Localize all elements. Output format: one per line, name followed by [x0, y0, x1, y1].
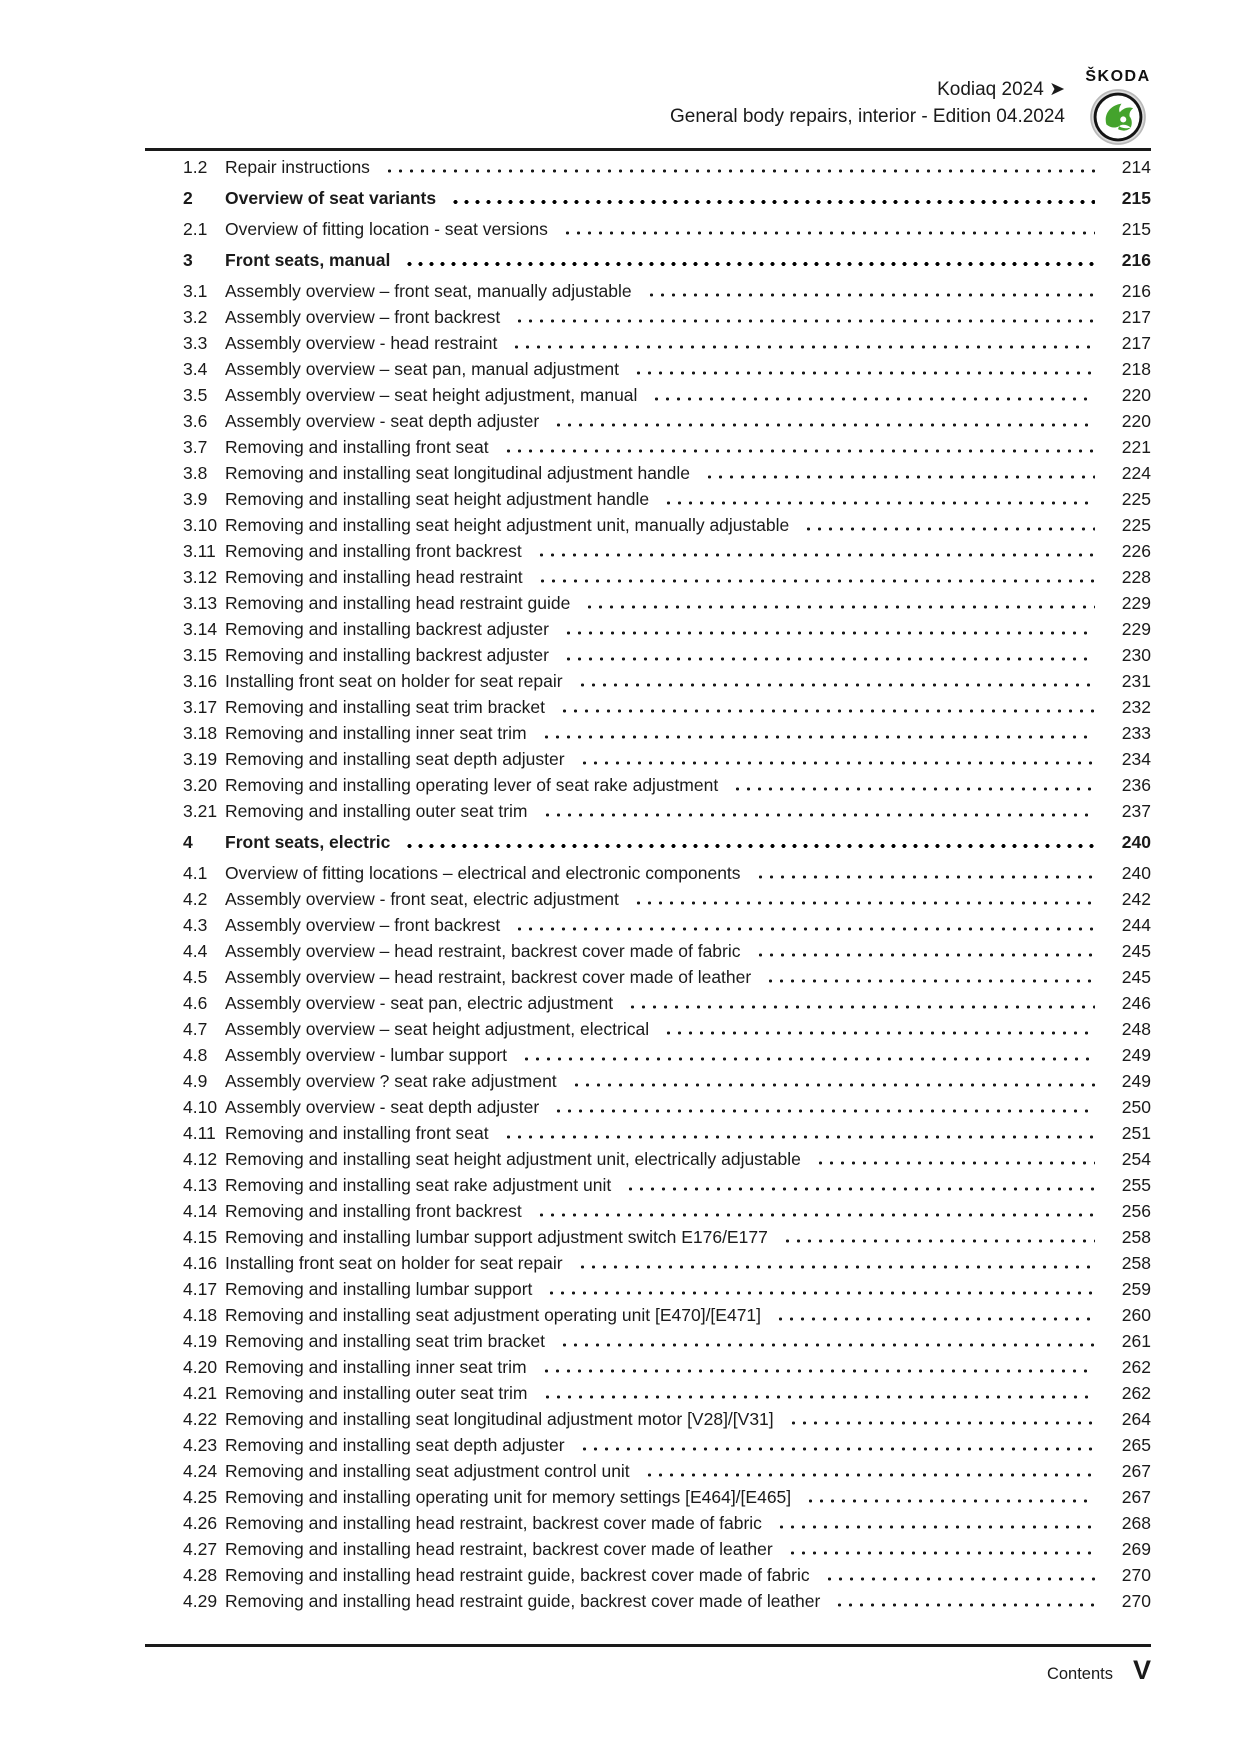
- entry-page-number: 215: [1121, 188, 1151, 208]
- toc-row: [145, 915, 1151, 941]
- toc-row: [145, 1383, 1151, 1409]
- toc-row: [145, 333, 1151, 359]
- dot-leader: [534, 1213, 1095, 1217]
- entry-page-number: 240: [1121, 863, 1151, 883]
- dot-leader: [519, 1057, 1095, 1061]
- skoda-wordmark: ŠKODA: [1085, 68, 1151, 85]
- entry-title: Assembly overview – seat pan, manual adjustment: [225, 359, 619, 379]
- entry-title: Assembly overview - lumbar support: [225, 1045, 508, 1065]
- dot-leader: [561, 657, 1095, 661]
- entry-page-number: 224: [1121, 463, 1151, 483]
- dot-leader: [512, 319, 1095, 323]
- dot-leader: [509, 345, 1095, 349]
- entry-number: 3.14: [183, 619, 218, 639]
- toc-row: [145, 775, 1151, 801]
- toc-row: [145, 1175, 1151, 1201]
- dot-leader: [382, 169, 1095, 173]
- toc-row: [145, 993, 1151, 1019]
- toc-row: [145, 1435, 1151, 1461]
- entry-page-number: 270: [1121, 1591, 1151, 1611]
- dot-leader: [535, 579, 1095, 583]
- entry-number: 4.23: [183, 1435, 218, 1455]
- entry-page-number: 234: [1121, 749, 1151, 769]
- entry-page-number: 265: [1121, 1435, 1151, 1455]
- toc-row: [145, 1045, 1151, 1071]
- entry-number: 3.1: [183, 281, 208, 301]
- entry-title: Removing and installing front backrest: [225, 1201, 522, 1221]
- dot-leader: [577, 1447, 1095, 1451]
- entry-number: 3.12: [183, 567, 218, 587]
- entry-page-number: 246: [1121, 993, 1151, 1013]
- entry-number: 2.1: [183, 219, 208, 239]
- entry-number: 3.15: [183, 645, 218, 665]
- entry-title: Removing and installing seat height adjustment handle: [225, 489, 650, 509]
- entry-page-number: 248: [1121, 1019, 1151, 1039]
- toc-row: [145, 437, 1151, 463]
- toc-row: [145, 1331, 1151, 1357]
- toc-row: [145, 1305, 1151, 1331]
- entry-title: Removing and installing seat trim bracket: [225, 1331, 546, 1351]
- entry-title: Assembly overview - front seat, electric adjustment: [225, 889, 619, 909]
- dot-leader: [786, 1421, 1095, 1425]
- dot-leader: [575, 683, 1095, 687]
- entry-page-number: 214: [1121, 157, 1151, 177]
- entry-title: Removing and installing head restraint, backrest cover made of leather: [225, 1539, 773, 1559]
- toc-row: [145, 1227, 1151, 1253]
- entry-number: 4.4: [183, 941, 208, 961]
- entry-number: 4.6: [183, 993, 208, 1013]
- dot-leader: [644, 293, 1095, 297]
- entry-page-number: 267: [1121, 1461, 1151, 1481]
- entry-title: Assembly overview ? seat rake adjustment: [225, 1071, 557, 1091]
- entry-number: 4.11: [183, 1123, 216, 1143]
- entry-page-number: 249: [1121, 1071, 1151, 1091]
- dot-leader: [702, 475, 1095, 479]
- footer-label: Contents: [1046, 1665, 1113, 1683]
- toc-row: [145, 385, 1151, 411]
- entry-page-number: 261: [1121, 1331, 1151, 1351]
- dot-leader: [642, 1473, 1095, 1477]
- entry-number: 4.10: [183, 1097, 218, 1117]
- entry-page-number: 260: [1121, 1305, 1151, 1325]
- entry-number: 3.4: [183, 359, 208, 379]
- entry-page-number: 259: [1121, 1279, 1151, 1299]
- toc-row: [145, 567, 1151, 593]
- toc-row: [145, 1097, 1151, 1123]
- entry-number: 4.5: [183, 967, 208, 987]
- toc-row: [145, 941, 1151, 967]
- dot-leader: [774, 1525, 1095, 1529]
- entry-page-number: 254: [1121, 1149, 1151, 1169]
- dot-leader: [780, 1239, 1095, 1243]
- entry-title: Removing and installing front seat: [225, 437, 489, 457]
- toc-row: [145, 645, 1151, 671]
- dot-leader: [501, 1135, 1095, 1139]
- dot-leader: [539, 1369, 1095, 1373]
- toc-row: [145, 1279, 1151, 1305]
- entry-number: 4.13: [183, 1175, 218, 1195]
- entry-title: Removing and installing head restraint: [225, 567, 523, 587]
- toc-row: [145, 411, 1151, 437]
- entry-page-number: 255: [1121, 1175, 1151, 1195]
- entry-number: 4.14: [183, 1201, 218, 1221]
- dot-leader: [801, 527, 1095, 531]
- entry-number: 3.21: [183, 801, 218, 821]
- dot-leader: [623, 1187, 1095, 1191]
- entry-number: 3.6: [183, 411, 208, 431]
- toc-row: [145, 463, 1151, 489]
- entry-page-number: 221: [1121, 437, 1151, 457]
- toc-row: [145, 219, 1151, 245]
- entry-title: Assembly overview - seat pan, electric adjustment: [225, 993, 614, 1013]
- entry-page-number: 262: [1121, 1383, 1151, 1403]
- dot-leader: [785, 1551, 1095, 1555]
- entry-page-number: 233: [1121, 723, 1151, 743]
- entry-page-number: 215: [1121, 219, 1151, 239]
- entry-page-number: 217: [1121, 333, 1151, 353]
- entry-title: Removing and installing outer seat trim: [225, 801, 528, 821]
- entry-page-number: 225: [1121, 489, 1151, 509]
- toc-row: [145, 541, 1151, 567]
- entry-number: 4.19: [183, 1331, 218, 1351]
- entry-title: Assembly overview – head restraint, backrest cover made of leather: [225, 967, 752, 987]
- entry-page-number: 220: [1121, 411, 1151, 431]
- toc-row: [145, 723, 1151, 749]
- entry-title: Front seats, manual: [225, 250, 391, 270]
- entry-page-number: 264: [1121, 1409, 1151, 1429]
- entry-page-number: 258: [1121, 1253, 1151, 1273]
- entry-title: Removing and installing seat longitudinal adjustment handle: [225, 463, 691, 483]
- dot-leader: [625, 1005, 1095, 1009]
- entry-title: Removing and installing head restraint guide, backrest cover made of fabric: [225, 1565, 810, 1585]
- entry-page-number: 242: [1121, 889, 1151, 909]
- entry-page-number: 217: [1121, 307, 1151, 327]
- toc-row: [145, 1565, 1151, 1591]
- entry-title: Removing and installing head restraint guide: [225, 593, 571, 613]
- toc-row: [145, 1201, 1151, 1227]
- entry-title: Removing and installing seat depth adjuster: [225, 749, 565, 769]
- dot-leader: [822, 1577, 1095, 1581]
- entry-page-number: 267: [1121, 1487, 1151, 1507]
- toc-row: [145, 157, 1151, 183]
- entry-number: 4.26: [183, 1513, 218, 1533]
- dot-leader: [661, 501, 1095, 505]
- entry-title: Removing and installing lumbar support: [225, 1279, 533, 1299]
- entry-page-number: 258: [1121, 1227, 1151, 1247]
- entry-title: Overview of fitting locations – electrical and electronic components: [225, 863, 741, 883]
- entry-title: Removing and installing inner seat trim: [225, 1357, 527, 1377]
- entry-number: 2: [183, 188, 193, 208]
- dot-leader: [730, 787, 1095, 791]
- dot-leader: [753, 953, 1096, 957]
- entry-page-number: 251: [1121, 1123, 1151, 1143]
- toc-row: [145, 697, 1151, 723]
- entry-number: 4.20: [183, 1357, 218, 1377]
- dot-leader: [753, 875, 1095, 879]
- entry-title: Front seats, electric: [225, 832, 391, 852]
- entry-title: Removing and installing backrest adjuster: [225, 645, 549, 665]
- entry-number: 3.9: [183, 489, 208, 509]
- entry-number: 1.2: [183, 157, 208, 177]
- skoda-logo-icon: [1089, 88, 1147, 146]
- dot-leader: [402, 262, 1095, 266]
- table-of-contents: [145, 157, 1151, 1617]
- entry-page-number: 262: [1121, 1357, 1151, 1377]
- entry-title: Removing and installing seat adjustment operating unit [E470]/[E471]: [225, 1305, 762, 1325]
- entry-number: 4.7: [183, 1019, 208, 1039]
- toc-row: [145, 1487, 1151, 1513]
- entry-number: 4.21: [183, 1383, 218, 1403]
- toc-row: [145, 1591, 1151, 1617]
- dot-leader: [512, 927, 1095, 931]
- entry-number: 4.9: [183, 1071, 208, 1091]
- toc-row: [145, 188, 1151, 214]
- toc-row: [145, 1461, 1151, 1487]
- dot-leader: [540, 1395, 1095, 1399]
- entry-number: 3.7: [183, 437, 208, 457]
- toc-row: [145, 1357, 1151, 1383]
- entry-number: 3.18: [183, 723, 218, 743]
- entry-title: Removing and installing lumbar support adjustment switch E176/E177: [225, 1227, 768, 1247]
- entry-title: Installing front seat on holder for seat repair: [225, 671, 563, 691]
- entry-page-number: 230: [1121, 645, 1151, 665]
- entry-number: 3.2: [183, 307, 208, 327]
- entry-page-number: 236: [1121, 775, 1151, 795]
- dot-leader: [661, 1031, 1095, 1035]
- entry-title: Installing front seat on holder for seat repair: [225, 1253, 563, 1273]
- entry-number: 4.18: [183, 1305, 218, 1325]
- entry-title: Assembly overview – head restraint, backrest cover made of fabric: [225, 941, 741, 961]
- entry-number: 4.8: [183, 1045, 208, 1065]
- entry-number: 4.1: [183, 863, 208, 883]
- dot-leader: [544, 1291, 1095, 1295]
- toc-row: [145, 801, 1151, 827]
- entry-number: 4.12: [183, 1149, 218, 1169]
- entry-title: Removing and installing backrest adjuster: [225, 619, 549, 639]
- entry-title: Removing and installing seat rake adjustment unit: [225, 1175, 612, 1195]
- entry-page-number: 225: [1121, 515, 1151, 535]
- entry-number: 3: [183, 250, 193, 270]
- entry-title: Assembly overview – seat height adjustment, manual: [225, 385, 638, 405]
- entry-page-number: 232: [1121, 697, 1151, 717]
- entry-title: Removing and installing seat depth adjuster: [225, 1435, 565, 1455]
- dot-leader: [402, 844, 1095, 848]
- entry-number: 4.15: [183, 1227, 218, 1247]
- entry-number: 4.25: [183, 1487, 218, 1507]
- entry-number: 3.5: [183, 385, 208, 405]
- entry-page-number: 250: [1121, 1097, 1151, 1117]
- entry-title: Removing and installing head restraint guide, backrest cover made of leather: [225, 1591, 821, 1611]
- entry-number: 3.19: [183, 749, 218, 769]
- brand-block: [1084, 68, 1152, 151]
- toc-row: [145, 1539, 1151, 1565]
- footer-rule: [145, 1644, 1151, 1647]
- entry-title: Removing and installing front backrest: [225, 541, 522, 561]
- dot-leader: [577, 761, 1095, 765]
- entry-page-number: 256: [1121, 1201, 1151, 1221]
- entry-number: 3.8: [183, 463, 208, 483]
- entry-title: Removing and installing seat height adjustment unit, manually adjustable: [225, 515, 790, 535]
- entry-page-number: 245: [1121, 941, 1151, 961]
- dot-leader: [763, 979, 1095, 983]
- entry-page-number: 216: [1121, 281, 1151, 301]
- entry-number: 3.3: [183, 333, 208, 353]
- dot-leader: [551, 1109, 1095, 1113]
- page-footer: [1047, 1655, 1151, 1686]
- dot-leader: [813, 1161, 1095, 1165]
- entry-number: 4.29: [183, 1591, 218, 1611]
- entry-number: 3.17: [183, 697, 218, 717]
- toc-row: [145, 1019, 1151, 1045]
- entry-title: Removing and installing seat longitudinal adjustment motor [V28]/[V31]: [225, 1409, 774, 1429]
- footer-page-number: V: [1132, 1655, 1151, 1685]
- entry-number: 3.16: [183, 671, 218, 691]
- dot-leader: [561, 631, 1095, 635]
- dot-leader: [560, 231, 1095, 235]
- entry-number: 4.28: [183, 1565, 218, 1585]
- entry-page-number: 249: [1121, 1045, 1151, 1065]
- dot-leader: [540, 813, 1095, 817]
- entry-number: 3.20: [183, 775, 218, 795]
- dot-leader: [534, 553, 1095, 557]
- entry-page-number: 218: [1121, 359, 1151, 379]
- dot-leader: [501, 449, 1095, 453]
- entry-page-number: 229: [1121, 619, 1151, 639]
- entry-title: Removing and installing front seat: [225, 1123, 489, 1143]
- entry-title: Removing and installing operating unit for memory settings [E464]/[E465]: [225, 1487, 792, 1507]
- entry-page-number: 220: [1121, 385, 1151, 405]
- entry-title: Assembly overview – front backrest: [225, 307, 501, 327]
- entry-title: Assembly overview – front seat, manually adjustable: [225, 281, 632, 301]
- entry-page-number: 216: [1121, 250, 1151, 270]
- entry-title: Assembly overview – seat height adjustment, electrical: [225, 1019, 650, 1039]
- toc-row: [145, 515, 1151, 541]
- dot-leader: [539, 735, 1095, 739]
- toc-row: [145, 250, 1151, 276]
- entry-number: 4.16: [183, 1253, 218, 1273]
- dot-leader: [631, 901, 1095, 905]
- dot-leader: [773, 1317, 1095, 1321]
- toc-row: [145, 489, 1151, 515]
- entry-number: 4.2: [183, 889, 208, 909]
- entry-number: 3.10: [183, 515, 218, 535]
- dot-leader: [803, 1499, 1095, 1503]
- dot-leader: [448, 200, 1095, 204]
- entry-page-number: 245: [1121, 967, 1151, 987]
- toc-row: [145, 967, 1151, 993]
- entry-number: 3.13: [183, 593, 218, 613]
- entry-title: Assembly overview - seat depth adjuster: [225, 411, 540, 431]
- entry-page-number: 228: [1121, 567, 1151, 587]
- entry-page-number: 229: [1121, 593, 1151, 613]
- entry-title: Overview of fitting location - seat versions: [225, 219, 548, 239]
- entry-title: Removing and installing seat trim bracket: [225, 697, 546, 717]
- entry-title: Removing and installing seat height adjustment unit, electrically adjustable: [225, 1149, 801, 1169]
- entry-title: Assembly overview – front backrest: [225, 915, 501, 935]
- toc-row: [145, 619, 1151, 645]
- entry-page-number: 269: [1121, 1539, 1151, 1559]
- entry-title: Assembly overview - head restraint: [225, 333, 498, 353]
- entry-number: 4.27: [183, 1539, 218, 1559]
- entry-title: Removing and installing head restraint, backrest cover made of fabric: [225, 1513, 762, 1533]
- header-model-line: Kodiaq 2024 ➤: [937, 79, 1065, 100]
- toc-row: [145, 593, 1151, 619]
- toc-row: [145, 1253, 1151, 1279]
- toc-row: [145, 281, 1151, 307]
- entry-title: Removing and installing inner seat trim: [225, 723, 527, 743]
- entry-title: Overview of seat variants: [225, 188, 437, 208]
- dot-leader: [551, 423, 1095, 427]
- entry-title: Removing and installing outer seat trim: [225, 1383, 528, 1403]
- header-subtitle: General body repairs, interior - Edition 04.2024: [669, 106, 1065, 127]
- dot-leader: [557, 1343, 1095, 1347]
- toc-row: [145, 1409, 1151, 1435]
- toc-row: [145, 889, 1151, 915]
- entry-title: Repair instructions: [225, 157, 370, 177]
- toc-row: [145, 1123, 1151, 1149]
- dot-leader: [575, 1265, 1095, 1269]
- entry-number: 4.17: [183, 1279, 218, 1299]
- toc-row: [145, 307, 1151, 333]
- entry-number: 3.11: [183, 541, 216, 561]
- toc-row: [145, 1513, 1151, 1539]
- entry-page-number: 237: [1121, 801, 1151, 821]
- entry-title: Removing and installing seat adjustment control unit: [225, 1461, 630, 1481]
- entry-title: Removing and installing operating lever of seat rake adjustment: [225, 775, 719, 795]
- entry-number: 4.22: [183, 1409, 218, 1429]
- entry-number: 4.3: [183, 915, 208, 935]
- entry-title: Assembly overview - seat depth adjuster: [225, 1097, 540, 1117]
- toc-row: [145, 749, 1151, 775]
- header-rule: [145, 148, 1151, 151]
- entry-page-number: 270: [1121, 1565, 1151, 1585]
- entry-page-number: 268: [1121, 1513, 1151, 1533]
- dot-leader: [631, 371, 1095, 375]
- page-header: [670, 76, 1065, 130]
- toc-row: [145, 832, 1151, 858]
- dot-leader: [569, 1083, 1095, 1087]
- toc-row: [145, 671, 1151, 697]
- toc-row: [145, 1149, 1151, 1175]
- entry-page-number: 244: [1121, 915, 1151, 935]
- entry-page-number: 240: [1121, 832, 1151, 852]
- entry-page-number: 231: [1121, 671, 1151, 691]
- entry-number: 4: [183, 832, 193, 852]
- dot-leader: [582, 605, 1095, 609]
- toc-row: [145, 863, 1151, 889]
- dot-leader: [832, 1603, 1095, 1607]
- dot-leader: [557, 709, 1095, 713]
- toc-row: [145, 359, 1151, 385]
- dot-leader: [649, 397, 1095, 401]
- entry-page-number: 226: [1121, 541, 1151, 561]
- entry-number: 4.24: [183, 1461, 218, 1481]
- toc-row: [145, 1071, 1151, 1097]
